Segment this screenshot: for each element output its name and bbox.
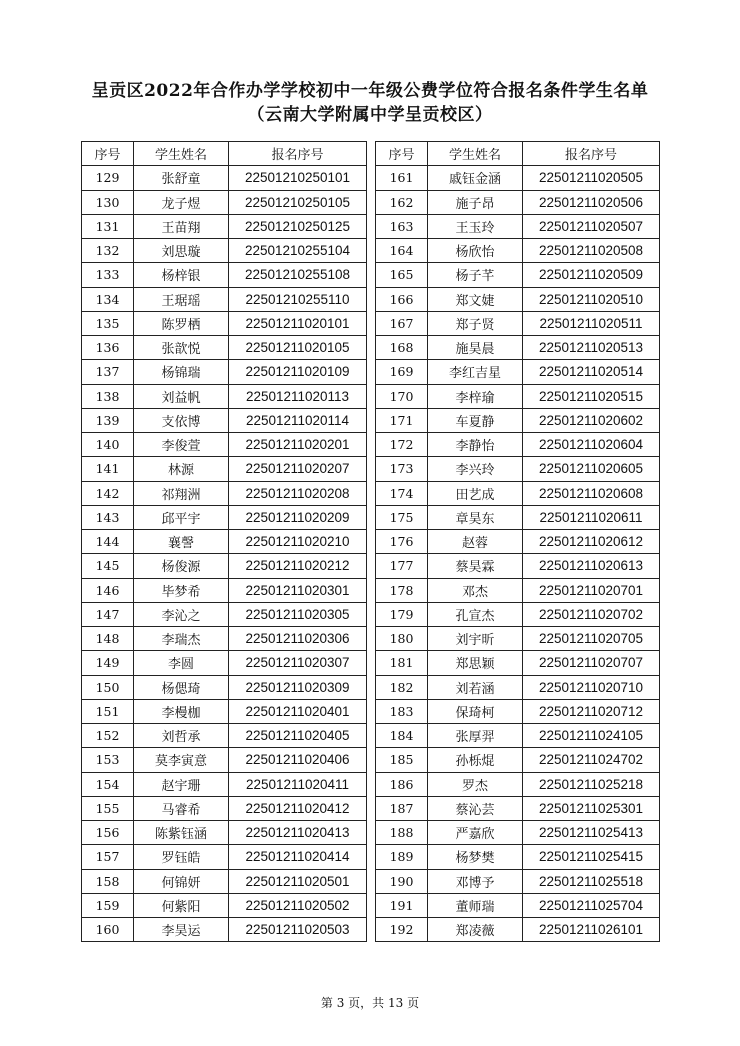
registration-no-cell: 22501211020506 <box>523 190 660 214</box>
student-name-cell: 罗钰皓 <box>134 845 229 869</box>
table-row <box>82 845 367 869</box>
serial-no-cell: 146 <box>82 578 134 602</box>
student-name-cell: 严嘉欣 <box>428 821 523 845</box>
serial-no-cell: 147 <box>82 602 134 626</box>
serial-no-cell: 173 <box>376 457 428 481</box>
registration-no-cell: 22501211020701 <box>523 578 660 602</box>
student-name-cell: 李梓瑜 <box>428 384 523 408</box>
serial-no-cell: 131 <box>82 214 134 238</box>
serial-no-cell: 179 <box>376 602 428 626</box>
table-row <box>376 287 660 311</box>
registration-no-cell: 22501211020201 <box>229 433 367 457</box>
table-row <box>376 336 660 360</box>
registration-no-cell: 22501211020406 <box>229 748 367 772</box>
table-row <box>82 433 367 457</box>
table-row <box>376 481 660 505</box>
student-name-cell: 支依博 <box>134 408 229 432</box>
page-footer: 第 3 页，共 13 页 <box>320 996 420 1010</box>
table-header-row <box>376 142 660 166</box>
table-row <box>376 821 660 845</box>
table-row <box>376 724 660 748</box>
registration-no-cell: 22501211020604 <box>523 433 660 457</box>
student-name-cell: 蔡昊霖 <box>428 554 523 578</box>
student-name-cell: 郑文婕 <box>428 287 523 311</box>
table-row <box>82 627 367 651</box>
table-row <box>82 578 367 602</box>
registration-no-cell: 22501211025301 <box>523 796 660 820</box>
serial-no-cell: 134 <box>82 287 134 311</box>
serial-no-cell: 165 <box>376 263 428 287</box>
student-name-cell: 郑凌薇 <box>428 918 523 942</box>
student-name-cell: 林源 <box>134 457 229 481</box>
serial-no-cell: 184 <box>376 724 428 748</box>
registration-no-cell: 22501211020510 <box>523 287 660 311</box>
serial-no-cell: 138 <box>82 384 134 408</box>
serial-no-cell: 188 <box>376 821 428 845</box>
serial-no-cell: 190 <box>376 869 428 893</box>
table-row <box>376 845 660 869</box>
table-row <box>376 311 660 335</box>
document-subtitle: （云南大学附属中学呈贡校区） <box>247 105 493 125</box>
serial-no-cell: 154 <box>82 772 134 796</box>
serial-no-cell: 137 <box>82 360 134 384</box>
student-name-cell: 邓杰 <box>428 578 523 602</box>
registration-no-cell: 22501211020710 <box>523 675 660 699</box>
student-name-cell: 刘益帆 <box>134 384 229 408</box>
registration-no-cell: 22501211020514 <box>523 360 660 384</box>
serial-no-cell: 170 <box>376 384 428 408</box>
registration-no-cell: 22501211020208 <box>229 481 367 505</box>
registration-no-cell: 22501210250101 <box>229 166 367 190</box>
student-name-cell: 杨子芊 <box>428 263 523 287</box>
table-row <box>376 796 660 820</box>
student-name-cell: 李瑞杰 <box>134 627 229 651</box>
serial-no-cell: 181 <box>376 651 428 675</box>
table-row <box>82 190 367 214</box>
registration-no-cell: 22501211020113 <box>229 384 367 408</box>
student-name-cell: 邓博予 <box>428 869 523 893</box>
document-title: 呈贡区2022年合作办学学校初中一年级公费学位符合报名条件学生名单 <box>91 81 649 101</box>
serial-no-cell: 143 <box>82 505 134 529</box>
registration-no-cell: 22501211020109 <box>229 360 367 384</box>
table-row <box>376 408 660 432</box>
table-row <box>82 408 367 432</box>
serial-no-cell: 139 <box>82 408 134 432</box>
serial-no-cell: 174 <box>376 481 428 505</box>
student-name-cell: 杨偲琦 <box>134 675 229 699</box>
table-row <box>82 893 367 917</box>
student-name-cell: 莫李寅意 <box>134 748 229 772</box>
registration-no-cell: 22501211020114 <box>229 408 367 432</box>
table-row <box>82 651 367 675</box>
table-row <box>376 918 660 942</box>
serial-no-cell: 144 <box>82 530 134 554</box>
registration-no-cell: 22501211020414 <box>229 845 367 869</box>
serial-no-cell: 164 <box>376 239 428 263</box>
student-name-cell: 李槾枷 <box>134 699 229 723</box>
serial-no-cell: 132 <box>82 239 134 263</box>
serial-no-cell: 140 <box>82 433 134 457</box>
registration-no-cell: 22501211020401 <box>229 699 367 723</box>
serial-no-cell: 180 <box>376 627 428 651</box>
table-row <box>376 505 660 529</box>
serial-no-cell: 187 <box>376 796 428 820</box>
serial-no-cell: 162 <box>376 190 428 214</box>
registration-no-cell: 22501211020503 <box>229 918 367 942</box>
registration-no-cell: 22501211020209 <box>229 505 367 529</box>
table-row <box>376 457 660 481</box>
table-row <box>376 869 660 893</box>
registration-no-cell: 22501211020301 <box>229 578 367 602</box>
header-serial-no: 序号 <box>82 142 134 166</box>
serial-no-cell: 141 <box>82 457 134 481</box>
table-row <box>376 748 660 772</box>
registration-no-cell: 22501211020210 <box>229 530 367 554</box>
student-name-cell: 刘哲承 <box>134 724 229 748</box>
student-name-cell: 李沁之 <box>134 602 229 626</box>
student-name-cell: 李圆 <box>134 651 229 675</box>
registration-no-cell: 22501211020502 <box>229 893 367 917</box>
registration-no-cell: 22501211020511 <box>523 311 660 335</box>
registration-no-cell: 22501211020412 <box>229 796 367 820</box>
student-name-cell: 李昊运 <box>134 918 229 942</box>
serial-no-cell: 172 <box>376 433 428 457</box>
registration-no-cell: 22501211020101 <box>229 311 367 335</box>
serial-no-cell: 185 <box>376 748 428 772</box>
table-row <box>376 384 660 408</box>
student-name-cell: 张歆悦 <box>134 336 229 360</box>
registration-no-cell: 22501211020508 <box>523 239 660 263</box>
table-row <box>376 433 660 457</box>
serial-no-cell: 177 <box>376 554 428 578</box>
registration-no-cell: 22501211020608 <box>523 481 660 505</box>
registration-no-cell: 22501211020307 <box>229 651 367 675</box>
table-row <box>376 699 660 723</box>
registration-no-cell: 22501211025415 <box>523 845 660 869</box>
table-row <box>376 530 660 554</box>
serial-no-cell: 183 <box>376 699 428 723</box>
student-table-left <box>81 141 367 942</box>
serial-no-cell: 129 <box>82 166 134 190</box>
table-row <box>376 263 660 287</box>
table-row <box>82 772 367 796</box>
table-row <box>82 287 367 311</box>
registration-no-cell: 22501210255110 <box>229 287 367 311</box>
student-name-cell: 赵宇珊 <box>134 772 229 796</box>
serial-no-cell: 158 <box>82 869 134 893</box>
student-name-cell: 杨欣怡 <box>428 239 523 263</box>
student-name-cell: 张舒童 <box>134 166 229 190</box>
table-row <box>82 166 367 190</box>
table-body-right <box>376 166 660 942</box>
student-name-cell: 董师瑞 <box>428 893 523 917</box>
student-name-cell: 杨锦瑞 <box>134 360 229 384</box>
student-name-cell: 杨梓银 <box>134 263 229 287</box>
serial-no-cell: 186 <box>376 772 428 796</box>
student-name-cell: 保琦柯 <box>428 699 523 723</box>
table-row <box>82 554 367 578</box>
registration-no-cell: 22501211020105 <box>229 336 367 360</box>
serial-no-cell: 156 <box>82 821 134 845</box>
header-registration-no: 报名序号 <box>229 142 367 166</box>
table-row <box>82 336 367 360</box>
serial-no-cell: 155 <box>82 796 134 820</box>
student-name-cell: 马睿希 <box>134 796 229 820</box>
student-name-cell: 杨俊源 <box>134 554 229 578</box>
student-name-cell: 龙子煜 <box>134 190 229 214</box>
student-name-cell: 襄謦 <box>134 530 229 554</box>
student-name-cell: 王琚瑶 <box>134 287 229 311</box>
serial-no-cell: 163 <box>376 214 428 238</box>
registration-no-cell: 22501211020515 <box>523 384 660 408</box>
serial-no-cell: 161 <box>376 166 428 190</box>
serial-no-cell: 135 <box>82 311 134 335</box>
student-name-cell: 章昊东 <box>428 505 523 529</box>
student-name-cell: 车夏静 <box>428 408 523 432</box>
table-row <box>82 457 367 481</box>
registration-no-cell: 22501211020705 <box>523 627 660 651</box>
serial-no-cell: 178 <box>376 578 428 602</box>
registration-no-cell: 22501211020602 <box>523 408 660 432</box>
student-name-cell: 李俊萱 <box>134 433 229 457</box>
student-name-cell: 王玉玲 <box>428 214 523 238</box>
table-row <box>376 214 660 238</box>
table-row <box>82 796 367 820</box>
student-name-cell: 郑子贤 <box>428 311 523 335</box>
serial-no-cell: 169 <box>376 360 428 384</box>
header-student-name: 学生姓名 <box>428 142 523 166</box>
student-name-cell: 祁翔洲 <box>134 481 229 505</box>
registration-no-cell: 22501211026101 <box>523 918 660 942</box>
registration-no-cell: 22501211020702 <box>523 602 660 626</box>
table-row <box>376 772 660 796</box>
student-name-cell: 刘若涵 <box>428 675 523 699</box>
table-row <box>82 214 367 238</box>
table-row <box>376 360 660 384</box>
serial-no-cell: 167 <box>376 311 428 335</box>
serial-no-cell: 142 <box>82 481 134 505</box>
registration-no-cell: 22501211020411 <box>229 772 367 796</box>
student-name-cell: 陈罗栖 <box>134 311 229 335</box>
header-registration-no: 报名序号 <box>523 142 660 166</box>
student-name-cell: 田艺成 <box>428 481 523 505</box>
student-name-cell: 何锦妍 <box>134 869 229 893</box>
student-name-cell: 刘宇昕 <box>428 627 523 651</box>
student-name-cell: 赵蓉 <box>428 530 523 554</box>
registration-no-cell: 22501211020611 <box>523 505 660 529</box>
registration-no-cell: 22501210250105 <box>229 190 367 214</box>
table-row <box>376 651 660 675</box>
table-row <box>82 748 367 772</box>
serial-no-cell: 153 <box>82 748 134 772</box>
student-name-cell: 何紫阳 <box>134 893 229 917</box>
serial-no-cell: 168 <box>376 336 428 360</box>
table-row <box>82 918 367 942</box>
student-name-cell: 戚钰金涵 <box>428 166 523 190</box>
table-row <box>82 675 367 699</box>
registration-no-cell: 22501211025413 <box>523 821 660 845</box>
student-name-cell: 陈紫钰涵 <box>134 821 229 845</box>
student-name-cell: 施昊晨 <box>428 336 523 360</box>
registration-no-cell: 22501211024105 <box>523 724 660 748</box>
serial-no-cell: 152 <box>82 724 134 748</box>
student-name-cell: 刘思璇 <box>134 239 229 263</box>
table-row <box>82 724 367 748</box>
serial-no-cell: 160 <box>82 918 134 942</box>
table-row <box>376 627 660 651</box>
serial-no-cell: 191 <box>376 893 428 917</box>
table-row <box>376 166 660 190</box>
header-serial-no: 序号 <box>376 142 428 166</box>
student-name-cell: 王苗翔 <box>134 214 229 238</box>
registration-no-cell: 22501211020612 <box>523 530 660 554</box>
serial-no-cell: 175 <box>376 505 428 529</box>
table-header-row <box>82 142 367 166</box>
registration-no-cell: 22501210250125 <box>229 214 367 238</box>
serial-no-cell: 176 <box>376 530 428 554</box>
registration-no-cell: 22501211020505 <box>523 166 660 190</box>
table-row <box>82 869 367 893</box>
table-row <box>376 893 660 917</box>
table-body-left <box>82 166 367 942</box>
serial-no-cell: 130 <box>82 190 134 214</box>
serial-no-cell: 136 <box>82 336 134 360</box>
table-row <box>82 360 367 384</box>
registration-no-cell: 22501211020207 <box>229 457 367 481</box>
serial-no-cell: 189 <box>376 845 428 869</box>
table-row <box>376 554 660 578</box>
registration-no-cell: 22501211025218 <box>523 772 660 796</box>
registration-no-cell: 22501211020305 <box>229 602 367 626</box>
table-row <box>82 263 367 287</box>
table-row <box>376 602 660 626</box>
student-name-cell: 李兴玲 <box>428 457 523 481</box>
student-name-cell: 孔宣杰 <box>428 602 523 626</box>
table-row <box>376 578 660 602</box>
serial-no-cell: 148 <box>82 627 134 651</box>
table-row <box>82 311 367 335</box>
student-name-cell: 毕梦希 <box>134 578 229 602</box>
registration-no-cell: 22501211020501 <box>229 869 367 893</box>
table-row <box>82 384 367 408</box>
serial-no-cell: 159 <box>82 893 134 917</box>
registration-no-cell: 22501211020212 <box>229 554 367 578</box>
student-name-cell: 李静怡 <box>428 433 523 457</box>
student-table-right <box>375 141 660 942</box>
registration-no-cell: 22501210255104 <box>229 239 367 263</box>
table-row <box>82 481 367 505</box>
registration-no-cell: 22501211025518 <box>523 869 660 893</box>
registration-no-cell: 22501211025704 <box>523 893 660 917</box>
serial-no-cell: 192 <box>376 918 428 942</box>
table-row <box>82 821 367 845</box>
registration-no-cell: 22501211020509 <box>523 263 660 287</box>
student-name-cell: 郑思颖 <box>428 651 523 675</box>
registration-no-cell: 22501211020712 <box>523 699 660 723</box>
table-row <box>82 239 367 263</box>
student-name-cell: 李红吉星 <box>428 360 523 384</box>
table-row <box>376 190 660 214</box>
registration-no-cell: 22501211020513 <box>523 336 660 360</box>
registration-no-cell: 22501211020613 <box>523 554 660 578</box>
serial-no-cell: 182 <box>376 675 428 699</box>
registration-no-cell: 22501210255108 <box>229 263 367 287</box>
table-row <box>82 505 367 529</box>
table-row <box>82 530 367 554</box>
serial-no-cell: 145 <box>82 554 134 578</box>
registration-no-cell: 22501211020306 <box>229 627 367 651</box>
student-name-cell: 邱平宇 <box>134 505 229 529</box>
registration-no-cell: 22501211020507 <box>523 214 660 238</box>
serial-no-cell: 166 <box>376 287 428 311</box>
registration-no-cell: 22501211020405 <box>229 724 367 748</box>
student-name-cell: 施子昂 <box>428 190 523 214</box>
table-row <box>376 239 660 263</box>
registration-no-cell: 22501211020605 <box>523 457 660 481</box>
registration-no-cell: 22501211020707 <box>523 651 660 675</box>
table-row <box>82 602 367 626</box>
student-name-cell: 张厚羿 <box>428 724 523 748</box>
serial-no-cell: 151 <box>82 699 134 723</box>
student-name-cell: 蔡沁芸 <box>428 796 523 820</box>
table-row <box>376 675 660 699</box>
serial-no-cell: 171 <box>376 408 428 432</box>
serial-no-cell: 157 <box>82 845 134 869</box>
student-name-cell: 孙栎焜 <box>428 748 523 772</box>
student-name-cell: 杨梦樊 <box>428 845 523 869</box>
registration-no-cell: 22501211024702 <box>523 748 660 772</box>
serial-no-cell: 150 <box>82 675 134 699</box>
table-row <box>82 699 367 723</box>
registration-no-cell: 22501211020309 <box>229 675 367 699</box>
registration-no-cell: 22501211020413 <box>229 821 367 845</box>
header-student-name: 学生姓名 <box>134 142 229 166</box>
student-name-cell: 罗杰 <box>428 772 523 796</box>
serial-no-cell: 149 <box>82 651 134 675</box>
serial-no-cell: 133 <box>82 263 134 287</box>
